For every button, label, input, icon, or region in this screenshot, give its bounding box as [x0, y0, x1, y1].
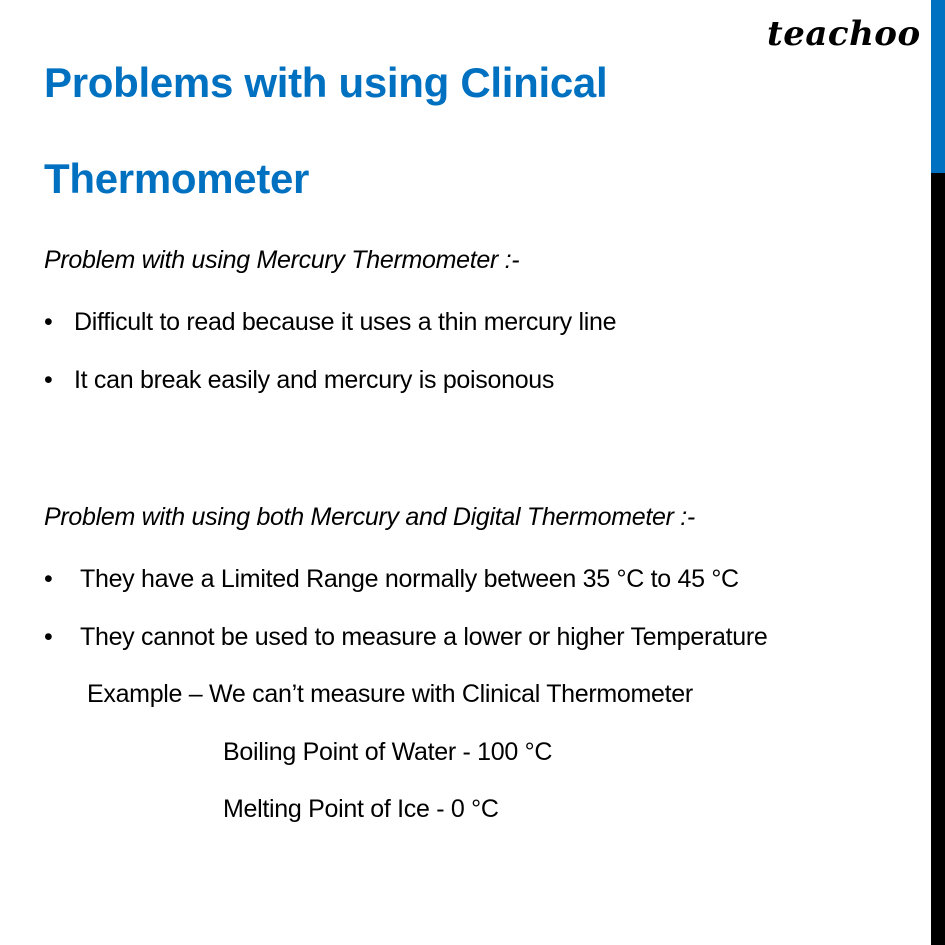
bullet-icon: • — [44, 565, 53, 593]
example-intro: Example – We can’t measure with Clinical Thermometer — [87, 680, 693, 708]
bullet-icon: • — [44, 623, 53, 651]
bullet-icon: • — [44, 308, 53, 336]
example-item: Melting Point of Ice - 0 °C — [223, 795, 499, 823]
teachoo-logo: teachoo — [767, 14, 921, 54]
bullet-text: They cannot be used to measure a lower or higher Temperature — [80, 623, 768, 651]
bullet-icon: • — [44, 366, 53, 394]
side-accent-bar-black — [931, 173, 945, 945]
slide-title-line-1: Problems with using Clinical — [44, 59, 608, 106]
bullet-text: It can break easily and mercury is poisonous — [74, 366, 555, 394]
slide-title-line-2: Thermometer — [44, 155, 310, 202]
bullet-text: They have a Limited Range normally between 35 °C to 45 °C — [80, 565, 739, 593]
section-heading: Problem with using Mercury Thermometer :- — [44, 246, 520, 274]
side-accent-bar-blue — [931, 0, 945, 173]
example-item: Boiling Point of Water - 100 °C — [223, 738, 553, 766]
section-heading: Problem with using both Mercury and Digital Thermometer :- — [44, 503, 695, 531]
bullet-text: Difficult to read because it uses a thin mercury line — [74, 308, 617, 336]
